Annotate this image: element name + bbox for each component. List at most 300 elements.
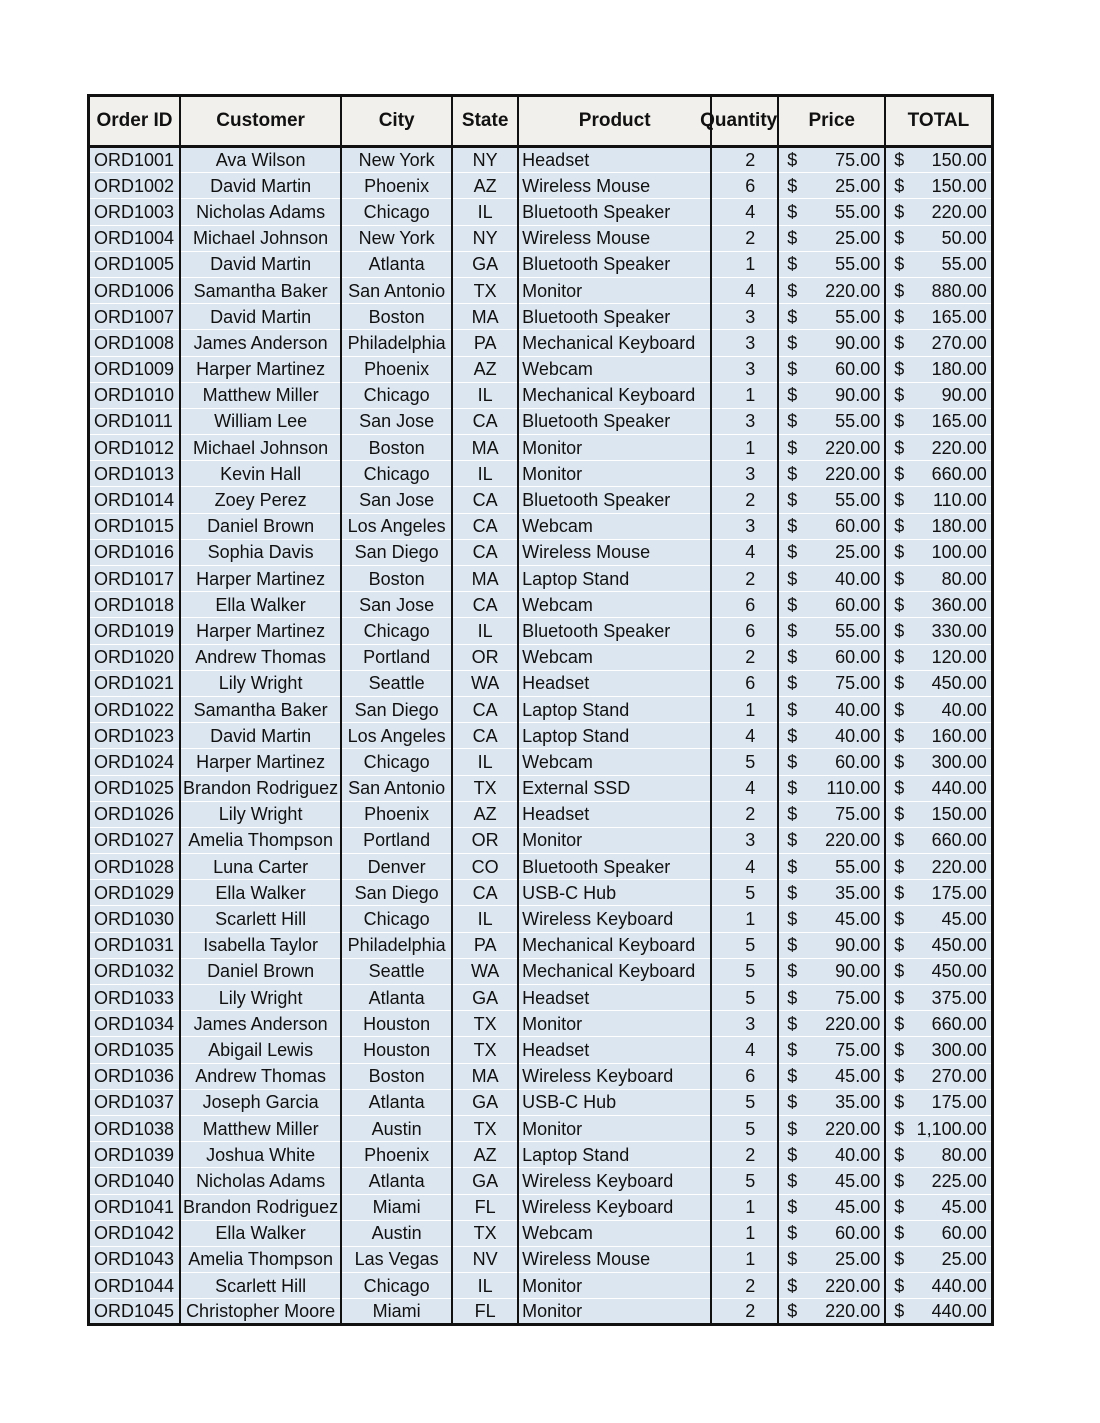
cell-city[interactable]: Seattle (341, 958, 452, 984)
cell-product[interactable]: Headset (518, 147, 711, 173)
cell-customer[interactable]: Harper Martinez (180, 566, 341, 592)
cell-product[interactable]: Webcam (518, 513, 711, 539)
cell-customer[interactable]: David Martin (180, 723, 341, 749)
cell-city[interactable]: San Jose (341, 592, 452, 618)
cell-customer[interactable]: Harper Martinez (180, 618, 341, 644)
cell-order-id[interactable]: ORD1030 (89, 906, 181, 932)
cell-customer[interactable]: Kevin Hall (180, 461, 341, 487)
cell-order-id[interactable]: ORD1041 (89, 1194, 181, 1220)
cell-city[interactable]: Denver (341, 854, 452, 880)
cell-state[interactable]: CO (452, 854, 518, 880)
cell-quantity[interactable]: 1 (711, 696, 778, 722)
cell-quantity[interactable]: 3 (711, 330, 778, 356)
cell-state[interactable]: TX (452, 775, 518, 801)
cell-order-id[interactable]: ORD1020 (89, 644, 181, 670)
cell-city[interactable]: Chicago (341, 906, 452, 932)
cell-product[interactable]: Mechanical Keyboard (518, 932, 711, 958)
cell-total[interactable] (885, 644, 992, 670)
cell-state[interactable]: PA (452, 932, 518, 958)
cell-order-id[interactable]: ORD1038 (89, 1115, 181, 1141)
cell-quantity[interactable]: 3 (711, 461, 778, 487)
cell-product[interactable]: Bluetooth Speaker (518, 251, 711, 277)
cell-product[interactable]: Bluetooth Speaker (518, 408, 711, 434)
cell-city[interactable]: Los Angeles (341, 513, 452, 539)
cell-total[interactable] (885, 1273, 992, 1299)
cell-city[interactable]: Boston (341, 566, 452, 592)
cell-customer[interactable]: Amelia Thompson (180, 827, 341, 853)
cell-customer[interactable]: William Lee (180, 408, 341, 434)
cell-product[interactable]: Headset (518, 985, 711, 1011)
cell-price[interactable] (778, 827, 885, 853)
cell-quantity[interactable]: 1 (711, 435, 778, 461)
cell-order-id[interactable]: ORD1009 (89, 356, 181, 382)
cell-customer[interactable]: Abigail Lewis (180, 1037, 341, 1063)
cell-product[interactable]: Webcam (518, 1220, 711, 1246)
column-header-total[interactable]: TOTAL (885, 96, 992, 147)
column-header-price[interactable]: Price (778, 96, 885, 147)
cell-state[interactable]: WA (452, 670, 518, 696)
cell-city[interactable]: Houston (341, 1011, 452, 1037)
cell-customer[interactable]: Brandon Rodriguez (180, 1194, 341, 1220)
cell-order-id[interactable]: ORD1018 (89, 592, 181, 618)
cell-state[interactable]: FL (452, 1194, 518, 1220)
cell-customer[interactable]: Michael Johnson (180, 435, 341, 461)
cell-price[interactable] (778, 1142, 885, 1168)
cell-total[interactable] (885, 775, 992, 801)
cell-order-id[interactable]: ORD1035 (89, 1037, 181, 1063)
column-header-city[interactable]: City (341, 96, 452, 147)
cell-state[interactable]: NY (452, 147, 518, 173)
cell-total[interactable] (885, 173, 992, 199)
cell-quantity[interactable]: 4 (711, 277, 778, 303)
cell-total[interactable] (885, 801, 992, 827)
cell-customer[interactable]: Amelia Thompson (180, 1246, 341, 1272)
cell-total[interactable] (885, 749, 992, 775)
cell-price[interactable] (778, 592, 885, 618)
cell-total[interactable] (885, 1063, 992, 1089)
cell-quantity[interactable]: 4 (711, 775, 778, 801)
cell-quantity[interactable]: 2 (711, 566, 778, 592)
cell-customer[interactable]: Lily Wright (180, 670, 341, 696)
cell-total[interactable] (885, 1220, 992, 1246)
cell-total[interactable] (885, 985, 992, 1011)
cell-price[interactable] (778, 173, 885, 199)
cell-city[interactable]: Portland (341, 644, 452, 670)
column-header-order-id[interactable]: Order ID (89, 96, 181, 147)
cell-price[interactable] (778, 1246, 885, 1272)
cell-order-id[interactable]: ORD1044 (89, 1273, 181, 1299)
cell-quantity[interactable]: 1 (711, 1246, 778, 1272)
cell-quantity[interactable]: 6 (711, 173, 778, 199)
cell-order-id[interactable]: ORD1032 (89, 958, 181, 984)
cell-order-id[interactable]: ORD1029 (89, 880, 181, 906)
cell-state[interactable]: FL (452, 1299, 518, 1325)
cell-city[interactable]: Miami (341, 1194, 452, 1220)
cell-price[interactable] (778, 801, 885, 827)
cell-total[interactable] (885, 408, 992, 434)
cell-order-id[interactable]: ORD1025 (89, 775, 181, 801)
cell-order-id[interactable]: ORD1019 (89, 618, 181, 644)
cell-order-id[interactable]: ORD1039 (89, 1142, 181, 1168)
cell-quantity[interactable]: 2 (711, 1273, 778, 1299)
cell-city[interactable]: Philadelphia (341, 330, 452, 356)
cell-state[interactable]: OR (452, 827, 518, 853)
cell-product[interactable]: Headset (518, 801, 711, 827)
cell-state[interactable]: CA (452, 408, 518, 434)
cell-product[interactable]: Monitor (518, 435, 711, 461)
cell-price[interactable] (778, 906, 885, 932)
cell-order-id[interactable]: ORD1023 (89, 723, 181, 749)
cell-price[interactable] (778, 566, 885, 592)
cell-total[interactable] (885, 1115, 992, 1141)
cell-customer[interactable]: David Martin (180, 173, 341, 199)
cell-price[interactable] (778, 356, 885, 382)
cell-total[interactable] (885, 539, 992, 565)
cell-price[interactable] (778, 958, 885, 984)
cell-product[interactable]: Bluetooth Speaker (518, 199, 711, 225)
cell-total[interactable] (885, 199, 992, 225)
cell-order-id[interactable]: ORD1007 (89, 304, 181, 330)
cell-city[interactable]: Chicago (341, 618, 452, 644)
cell-price[interactable] (778, 1037, 885, 1063)
cell-product[interactable]: USB-C Hub (518, 880, 711, 906)
cell-order-id[interactable]: ORD1010 (89, 382, 181, 408)
cell-quantity[interactable]: 5 (711, 1115, 778, 1141)
cell-order-id[interactable]: ORD1014 (89, 487, 181, 513)
cell-product[interactable]: Wireless Mouse (518, 225, 711, 251)
cell-customer[interactable]: Harper Martinez (180, 749, 341, 775)
cell-product[interactable]: Monitor (518, 827, 711, 853)
cell-state[interactable]: PA (452, 330, 518, 356)
cell-price[interactable] (778, 1089, 885, 1115)
cell-state[interactable]: MA (452, 566, 518, 592)
cell-state[interactable]: AZ (452, 1142, 518, 1168)
cell-city[interactable]: Houston (341, 1037, 452, 1063)
cell-total[interactable] (885, 461, 992, 487)
cell-order-id[interactable]: ORD1002 (89, 173, 181, 199)
cell-customer[interactable]: Ella Walker (180, 880, 341, 906)
cell-order-id[interactable]: ORD1037 (89, 1089, 181, 1115)
cell-order-id[interactable]: ORD1013 (89, 461, 181, 487)
cell-customer[interactable]: Andrew Thomas (180, 644, 341, 670)
cell-quantity[interactable]: 5 (711, 749, 778, 775)
cell-total[interactable] (885, 906, 992, 932)
cell-product[interactable]: Mechanical Keyboard (518, 382, 711, 408)
cell-customer[interactable]: Joseph Garcia (180, 1089, 341, 1115)
cell-order-id[interactable]: ORD1043 (89, 1246, 181, 1272)
cell-quantity[interactable]: 4 (711, 199, 778, 225)
cell-price[interactable] (778, 749, 885, 775)
cell-quantity[interactable]: 4 (711, 723, 778, 749)
cell-customer[interactable]: Christopher Moore (180, 1299, 341, 1325)
cell-order-id[interactable]: ORD1028 (89, 854, 181, 880)
cell-state[interactable]: CA (452, 880, 518, 906)
cell-quantity[interactable]: 5 (711, 880, 778, 906)
cell-city[interactable]: Phoenix (341, 356, 452, 382)
cell-total[interactable] (885, 487, 992, 513)
cell-city[interactable]: Boston (341, 1063, 452, 1089)
cell-customer[interactable]: Andrew Thomas (180, 1063, 341, 1089)
cell-total[interactable] (885, 1011, 992, 1037)
cell-state[interactable]: CA (452, 723, 518, 749)
cell-product[interactable]: Webcam (518, 749, 711, 775)
cell-total[interactable] (885, 147, 992, 173)
cell-price[interactable] (778, 539, 885, 565)
cell-city[interactable]: Phoenix (341, 801, 452, 827)
cell-state[interactable]: AZ (452, 173, 518, 199)
cell-customer[interactable]: Michael Johnson (180, 225, 341, 251)
cell-price[interactable] (778, 644, 885, 670)
cell-customer[interactable]: James Anderson (180, 330, 341, 356)
cell-total[interactable] (885, 566, 992, 592)
cell-customer[interactable]: Lily Wright (180, 801, 341, 827)
cell-price[interactable] (778, 723, 885, 749)
cell-product[interactable]: Wireless Keyboard (518, 906, 711, 932)
cell-product[interactable]: Monitor (518, 277, 711, 303)
cell-price[interactable] (778, 435, 885, 461)
cell-city[interactable]: Seattle (341, 670, 452, 696)
cell-product[interactable]: Webcam (518, 356, 711, 382)
cell-state[interactable]: IL (452, 461, 518, 487)
cell-product[interactable]: USB-C Hub (518, 1089, 711, 1115)
cell-order-id[interactable]: ORD1040 (89, 1168, 181, 1194)
cell-price[interactable] (778, 513, 885, 539)
cell-total[interactable] (885, 382, 992, 408)
cell-state[interactable]: AZ (452, 801, 518, 827)
cell-product[interactable]: Mechanical Keyboard (518, 958, 711, 984)
cell-customer[interactable]: David Martin (180, 251, 341, 277)
cell-state[interactable]: CA (452, 592, 518, 618)
cell-state[interactable]: CA (452, 696, 518, 722)
cell-order-id[interactable]: ORD1027 (89, 827, 181, 853)
cell-total[interactable] (885, 1089, 992, 1115)
cell-price[interactable] (778, 1220, 885, 1246)
cell-customer[interactable]: Samantha Baker (180, 696, 341, 722)
cell-total[interactable] (885, 1299, 992, 1325)
cell-customer[interactable]: Scarlett Hill (180, 1273, 341, 1299)
cell-quantity[interactable]: 5 (711, 1168, 778, 1194)
cell-customer[interactable]: Joshua White (180, 1142, 341, 1168)
cell-city[interactable]: Austin (341, 1220, 452, 1246)
cell-order-id[interactable]: ORD1022 (89, 696, 181, 722)
cell-order-id[interactable]: ORD1042 (89, 1220, 181, 1246)
cell-price[interactable] (778, 618, 885, 644)
cell-state[interactable]: IL (452, 906, 518, 932)
cell-city[interactable]: San Diego (341, 539, 452, 565)
cell-price[interactable] (778, 277, 885, 303)
cell-order-id[interactable]: ORD1026 (89, 801, 181, 827)
cell-price[interactable] (778, 304, 885, 330)
cell-state[interactable]: GA (452, 985, 518, 1011)
cell-quantity[interactable]: 2 (711, 801, 778, 827)
cell-order-id[interactable]: ORD1045 (89, 1299, 181, 1325)
cell-quantity[interactable]: 2 (711, 1299, 778, 1325)
cell-quantity[interactable]: 1 (711, 382, 778, 408)
cell-order-id[interactable]: ORD1024 (89, 749, 181, 775)
cell-quantity[interactable]: 3 (711, 513, 778, 539)
cell-price[interactable] (778, 696, 885, 722)
cell-order-id[interactable]: ORD1011 (89, 408, 181, 434)
cell-quantity[interactable]: 1 (711, 906, 778, 932)
cell-price[interactable] (778, 147, 885, 173)
cell-quantity[interactable]: 2 (711, 1142, 778, 1168)
column-header-state[interactable]: State (452, 96, 518, 147)
cell-total[interactable] (885, 304, 992, 330)
cell-price[interactable] (778, 880, 885, 906)
cell-customer[interactable]: Ella Walker (180, 592, 341, 618)
cell-order-id[interactable]: ORD1033 (89, 985, 181, 1011)
cell-price[interactable] (778, 1011, 885, 1037)
cell-total[interactable] (885, 696, 992, 722)
cell-total[interactable] (885, 854, 992, 880)
cell-state[interactable]: IL (452, 199, 518, 225)
cell-state[interactable]: NY (452, 225, 518, 251)
cell-quantity[interactable]: 4 (711, 854, 778, 880)
cell-city[interactable]: San Jose (341, 487, 452, 513)
cell-total[interactable] (885, 225, 992, 251)
cell-customer[interactable]: Samantha Baker (180, 277, 341, 303)
cell-quantity[interactable]: 5 (711, 958, 778, 984)
cell-product[interactable]: Webcam (518, 592, 711, 618)
cell-quantity[interactable]: 3 (711, 356, 778, 382)
cell-quantity[interactable]: 2 (711, 225, 778, 251)
cell-city[interactable]: Miami (341, 1299, 452, 1325)
cell-customer[interactable]: Sophia Davis (180, 539, 341, 565)
cell-price[interactable] (778, 461, 885, 487)
cell-state[interactable]: WA (452, 958, 518, 984)
cell-price[interactable] (778, 1299, 885, 1325)
cell-order-id[interactable]: ORD1003 (89, 199, 181, 225)
cell-product[interactable]: Laptop Stand (518, 1142, 711, 1168)
cell-quantity[interactable]: 2 (711, 644, 778, 670)
cell-total[interactable] (885, 1194, 992, 1220)
cell-city[interactable]: Chicago (341, 461, 452, 487)
cell-total[interactable] (885, 513, 992, 539)
cell-state[interactable]: OR (452, 644, 518, 670)
cell-customer[interactable]: Ava Wilson (180, 147, 341, 173)
cell-state[interactable]: TX (452, 1115, 518, 1141)
cell-order-id[interactable]: ORD1017 (89, 566, 181, 592)
cell-city[interactable]: Chicago (341, 749, 452, 775)
cell-product[interactable]: Laptop Stand (518, 723, 711, 749)
cell-total[interactable] (885, 330, 992, 356)
cell-product[interactable]: External SSD (518, 775, 711, 801)
cell-price[interactable] (778, 408, 885, 434)
cell-city[interactable]: Phoenix (341, 173, 452, 199)
cell-product[interactable]: Monitor (518, 1011, 711, 1037)
cell-state[interactable]: MA (452, 435, 518, 461)
cell-city[interactable]: Boston (341, 304, 452, 330)
cell-product[interactable]: Wireless Keyboard (518, 1063, 711, 1089)
cell-customer[interactable]: David Martin (180, 304, 341, 330)
cell-quantity[interactable]: 3 (711, 408, 778, 434)
cell-product[interactable]: Monitor (518, 1299, 711, 1325)
cell-product[interactable]: Bluetooth Speaker (518, 304, 711, 330)
cell-order-id[interactable]: ORD1034 (89, 1011, 181, 1037)
cell-customer[interactable]: Matthew Miller (180, 1115, 341, 1141)
cell-product[interactable]: Wireless Mouse (518, 1246, 711, 1272)
cell-city[interactable]: Atlanta (341, 985, 452, 1011)
column-header-product[interactable]: Product (518, 96, 711, 147)
cell-quantity[interactable]: 5 (711, 932, 778, 958)
cell-product[interactable]: Bluetooth Speaker (518, 618, 711, 644)
cell-customer[interactable]: Nicholas Adams (180, 199, 341, 225)
cell-city[interactable]: Atlanta (341, 1168, 452, 1194)
cell-customer[interactable]: Daniel Brown (180, 513, 341, 539)
cell-state[interactable]: GA (452, 1089, 518, 1115)
cell-customer[interactable]: Harper Martinez (180, 356, 341, 382)
cell-product[interactable]: Wireless Keyboard (518, 1168, 711, 1194)
cell-order-id[interactable]: ORD1005 (89, 251, 181, 277)
cell-city[interactable]: Phoenix (341, 1142, 452, 1168)
cell-price[interactable] (778, 225, 885, 251)
cell-price[interactable] (778, 775, 885, 801)
cell-quantity[interactable]: 2 (711, 147, 778, 173)
cell-state[interactable]: TX (452, 1037, 518, 1063)
cell-customer[interactable]: Matthew Miller (180, 382, 341, 408)
cell-total[interactable] (885, 670, 992, 696)
cell-state[interactable]: CA (452, 539, 518, 565)
cell-total[interactable] (885, 723, 992, 749)
cell-customer[interactable]: Brandon Rodriguez (180, 775, 341, 801)
cell-state[interactable]: TX (452, 1011, 518, 1037)
cell-state[interactable]: CA (452, 487, 518, 513)
cell-state[interactable]: TX (452, 1220, 518, 1246)
cell-quantity[interactable]: 1 (711, 251, 778, 277)
cell-quantity[interactable]: 6 (711, 592, 778, 618)
cell-quantity[interactable]: 6 (711, 1063, 778, 1089)
cell-price[interactable] (778, 382, 885, 408)
cell-state[interactable]: MA (452, 304, 518, 330)
cell-quantity[interactable]: 5 (711, 1089, 778, 1115)
cell-state[interactable]: AZ (452, 356, 518, 382)
cell-city[interactable]: Philadelphia (341, 932, 452, 958)
cell-customer[interactable]: Lily Wright (180, 985, 341, 1011)
cell-city[interactable]: San Antonio (341, 775, 452, 801)
cell-price[interactable] (778, 487, 885, 513)
cell-total[interactable] (885, 880, 992, 906)
cell-city[interactable]: Las Vegas (341, 1246, 452, 1272)
cell-total[interactable] (885, 277, 992, 303)
cell-order-id[interactable]: ORD1015 (89, 513, 181, 539)
cell-order-id[interactable]: ORD1008 (89, 330, 181, 356)
cell-product[interactable]: Monitor (518, 1273, 711, 1299)
cell-state[interactable]: IL (452, 1273, 518, 1299)
cell-city[interactable]: Boston (341, 435, 452, 461)
cell-city[interactable]: Austin (341, 1115, 452, 1141)
cell-total[interactable] (885, 1142, 992, 1168)
cell-quantity[interactable]: 4 (711, 539, 778, 565)
cell-order-id[interactable]: ORD1012 (89, 435, 181, 461)
cell-product[interactable]: Wireless Mouse (518, 539, 711, 565)
cell-quantity[interactable]: 1 (711, 1194, 778, 1220)
cell-state[interactable]: GA (452, 251, 518, 277)
cell-quantity[interactable]: 3 (711, 1011, 778, 1037)
cell-quantity[interactable]: 6 (711, 618, 778, 644)
cell-product[interactable]: Laptop Stand (518, 696, 711, 722)
cell-total[interactable] (885, 435, 992, 461)
cell-state[interactable]: CA (452, 513, 518, 539)
cell-total[interactable] (885, 618, 992, 644)
cell-product[interactable]: Bluetooth Speaker (518, 487, 711, 513)
cell-city[interactable]: Atlanta (341, 1089, 452, 1115)
cell-state[interactable]: MA (452, 1063, 518, 1089)
cell-city[interactable]: Portland (341, 827, 452, 853)
cell-order-id[interactable]: ORD1016 (89, 539, 181, 565)
cell-state[interactable]: IL (452, 618, 518, 644)
cell-product[interactable]: Wireless Mouse (518, 173, 711, 199)
cell-quantity[interactable]: 3 (711, 827, 778, 853)
